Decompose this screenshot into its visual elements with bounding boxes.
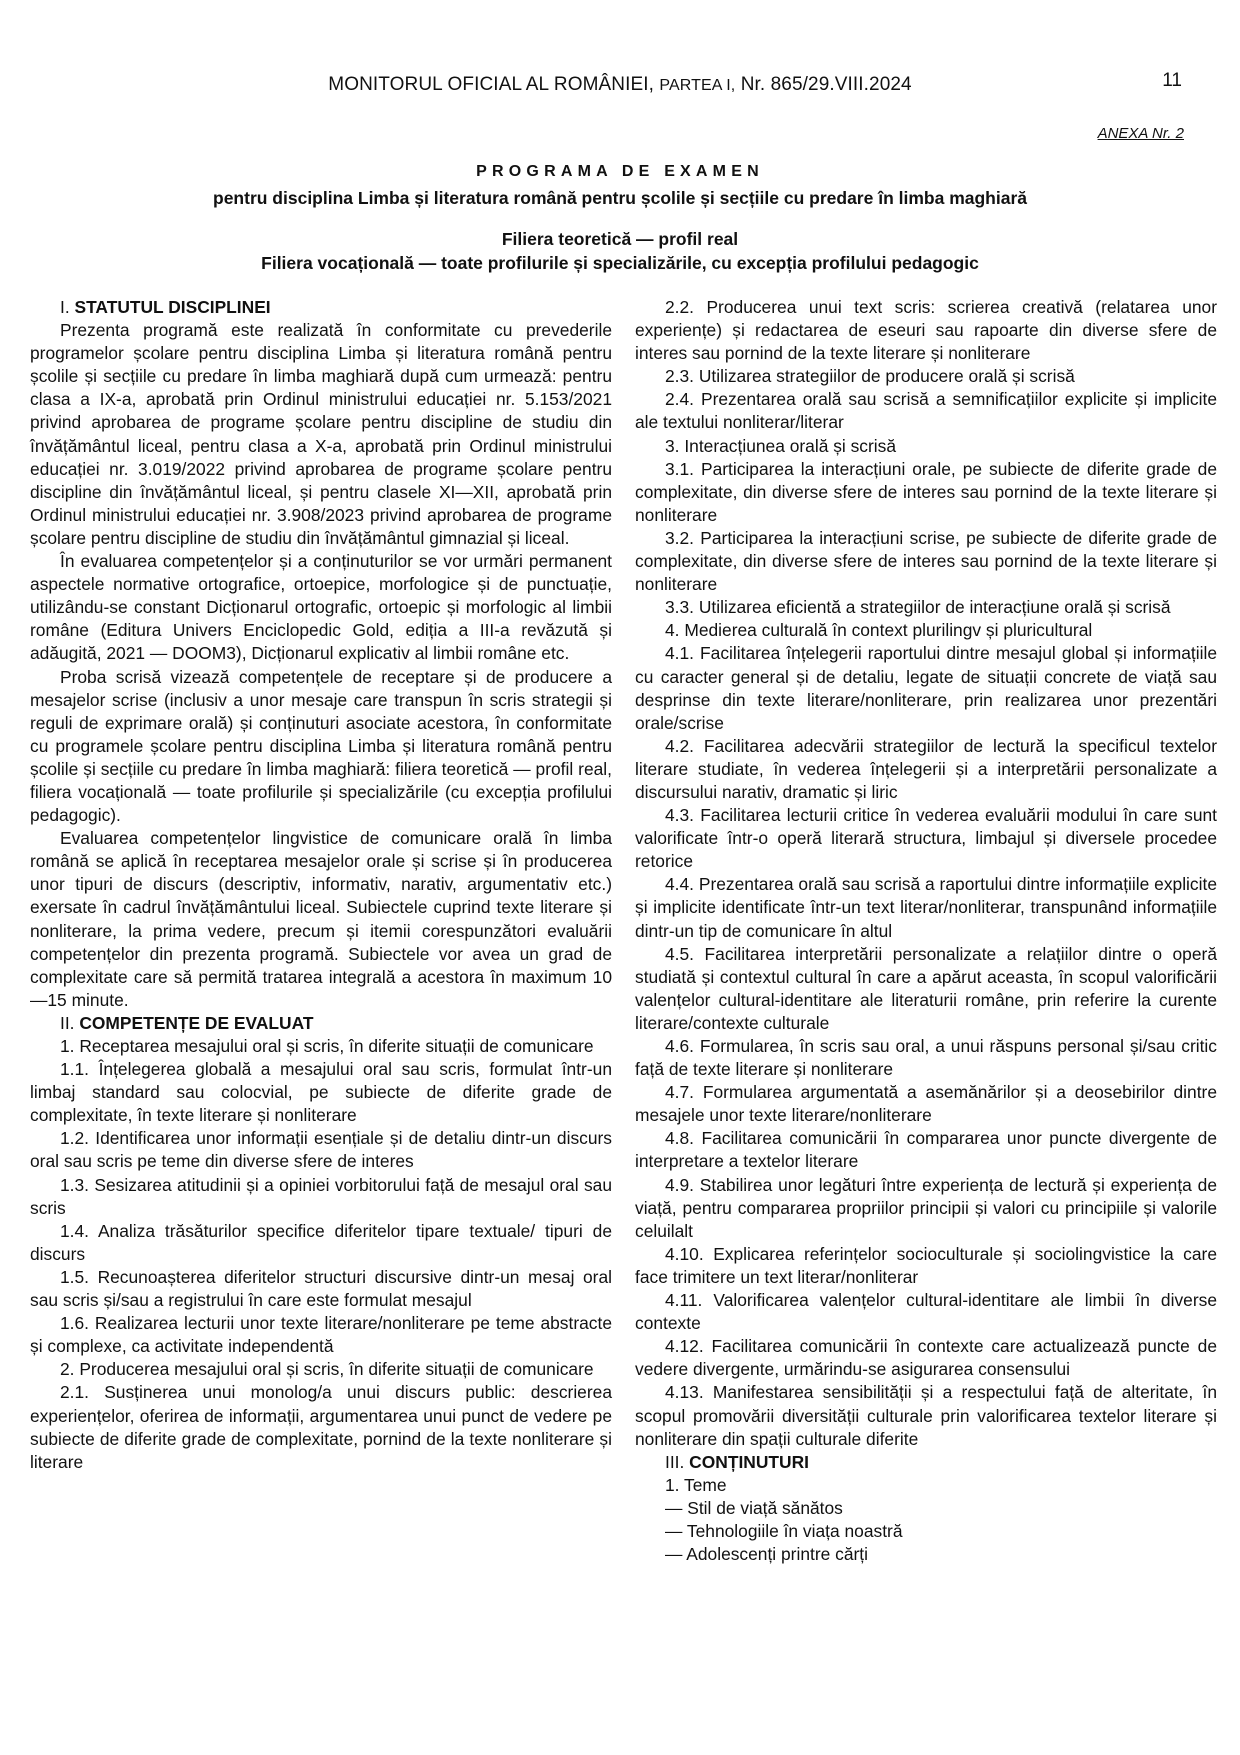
- program-heading: PROGRAMA DE EXAMEN: [476, 163, 764, 180]
- paragraph: 4.4. Prezentarea orală sau scrisă a raportului dintre informațiile explicite și implicite identificate într-un text literar/nonliterar, transpunând informațiile dintr-un tip de comunicare în altul: [635, 874, 1217, 941]
- paragraph: 3.3. Utilizarea eficientă a strategiilor de interacțiune orală și scrisă: [665, 597, 1171, 618]
- paragraph: 2. Producerea mesajului oral și scris, în diferite situații de comunicare: [60, 1359, 594, 1380]
- paragraph: 4.5. Facilitarea interpretării personalizate a relațiilor dintre o operă studiată și contextul cultural în care a apărut aceasta, în scopul valorificării valențelor cultural-identitare ale literaturii române, prin referire la curente literare/contexte culturale: [635, 943, 1217, 1033]
- paragraph: 4.3. Facilitarea lecturii critice în vederea evaluării modului în care sunt valorificate într-o operă literară structura, limbajul și diversele procedee retorice: [635, 805, 1217, 872]
- publication-issue: Nr. 865/29.VIII.2024: [740, 74, 912, 95]
- paragraph: 3.2. Participarea la interacțiuni scrise, pe subiecte de diferite grade de complexitate, din diverse sfere de interes sau pornind de la texte literare și nonliterare: [635, 527, 1217, 595]
- paragraph: 1.5. Recunoașterea diferitelor structuri discursive dintr-un mesaj oral sau scris și/sau a registrului în care este formulat mesajul: [30, 1266, 612, 1311]
- paragraph: 1.2. Identificarea unor informații esențiale și de detaliu dintr-un discurs oral sau scris pe teme din diverse sfere de interes: [30, 1128, 612, 1172]
- section-number: II.: [60, 1012, 80, 1033]
- section-heading: [30, 296, 612, 319]
- paragraph: 2.4. Prezentarea orală sau scrisă a semnificațiilor explicite și implicite ale textului nonliterar/literar: [635, 389, 1217, 433]
- publication-title: [0, 74, 1240, 96]
- paragraph: — Stil de viață sănătos: [665, 1497, 843, 1518]
- paragraph: Prezenta programă este realizată în conformitate cu prevederile programelor școlare pentru disciplina Limba și literatura română pentru școlile și secțiile cu predare în limba maghiară după cum urmează: pentru clasa a IX-a, aprobată prin Ordinul ministrului educației nr. 5.153/2021 privind aprobarea de programe școlare pentru discipline de studiu din învățământul liceal, pentru clasa a X-a, aprobată prin Ordinul ministrului educației nr. 3.019/2022 privind aprobarea de programe școlare pentru discipline din învățământul liceal, și pentru clasele XI—XII, aprobată prin Ordinul ministrului educației nr. 3.908/2023 privind aprobarea de programe școlare pentru discipline de studiu din învățământul gimnazial și liceal.: [30, 320, 612, 548]
- paragraph: 4.10. Explicarea referințelor socioculturale și sociolingvistice la care face trimitere un text literar/nonliterar: [635, 1243, 1217, 1287]
- paragraph: 4.1. Facilitarea înțelegerii raportului dintre mesajul global și informațiile cu caracter general și de detaliu, legate de situații concrete de viață sau desprinse din texte literare/nonliterare, prin realizarea unor prezentări orale/scrise: [635, 643, 1217, 733]
- paragraph: 4.7. Formularea argumentată a asemănărilor și a deosebirilor dintre mesajele unor texte literare/nonliterare: [635, 1082, 1217, 1126]
- paragraph: 4.8. Facilitarea comunicării în compararea unor puncte divergente de interpretare a textelor literare: [635, 1128, 1217, 1172]
- paragraph: 4.11. Valorificarea valențelor cultural-identitare ale limbii în diverse contexte: [635, 1290, 1217, 1334]
- page-number: 11: [1162, 70, 1182, 91]
- left-column: [30, 296, 612, 1474]
- paragraph: 4.6. Formularea, în scris sau oral, a unui răspuns personal și/sau critic față de texte literare și nonliterare: [635, 1036, 1217, 1080]
- paragraph: 1. Receptarea mesajului oral și scris, în diferite situații de comunicare: [60, 1036, 594, 1056]
- paragraph: 4.2. Facilitarea adecvării strategiilor de lectură la specificul textelor literare studiate, în vederea înțelegerii și a interpretării personalizate a discursului narativ, dramatic și liric: [635, 735, 1217, 802]
- paragraph: 4.12. Facilitarea comunicării în contexte care actualizează puncte de vedere divergente, urmărindu-se asigurarea consensului: [635, 1336, 1217, 1380]
- paragraph: 2.2. Producerea unui text scris: scrierea creativă (relatarea unor experiențe) și redactarea de eseuri sau rapoarte din diverse sfere de interes sau pornind de la texte literare și nonliterare: [635, 297, 1217, 364]
- filiera-vocationala-heading: Filiera vocațională — toate profilurile și specializările, cu excepția profilului pedagogic: [261, 253, 979, 273]
- paragraph: 1. Teme: [665, 1474, 727, 1495]
- filiera-teoretica-heading: Filiera teoretică — profil real: [501, 229, 739, 249]
- section-heading: [30, 1012, 612, 1035]
- right-column: [635, 296, 1217, 1566]
- paragraph: 1.6. Realizarea lecturii unor texte literare/nonliterare pe teme abstracte și complexe, ca activitate independentă: [30, 1313, 612, 1357]
- paragraph: 1.3. Sesizarea atitudinii și a opiniei vorbitorului față de mesajul oral sau scris: [30, 1174, 612, 1218]
- section-number: III.: [665, 1451, 690, 1472]
- paragraph: 4.13. Manifestarea sensibilității și a respectului față de alteritate, în scopul promovării diversității culturale prin valorificarea textelor literare și nonliterare din spații culturale diferite: [635, 1382, 1217, 1449]
- page-header: [0, 70, 1240, 104]
- paragraph: 4. Medierea culturală în context plurilingv și pluricultural: [665, 620, 1093, 641]
- paragraph: 3.1. Participarea la interacțiuni orale, pe subiecte de diferite grade de complexitate, din diverse sfere de interes sau pornind de la texte literare și nonliterare: [635, 458, 1217, 525]
- section-number: I.: [60, 297, 75, 317]
- section-title: CONȚINUTURI: [689, 1451, 809, 1472]
- section-heading: [635, 1451, 1217, 1474]
- discipline-heading: pentru disciplina Limba și literatura română pentru școlile și secțiile cu predare în limba maghiară: [213, 188, 1027, 208]
- annex-label: ANEXA Nr. 2: [1097, 125, 1184, 142]
- paragraph: În evaluarea competențelor și a conținuturilor se vor urmări permanent aspectele normative ortografice, ortoepice, morfologice și de punctuație, utilizându-se constant Dicționarul ortografic, ortoepic și morfologic al limbii române (Editura Univers Enciclopedic Gold, ediția a III-a revăzută și adăugită, 2021 — DOOM3), Dicționarul explicativ al limbii române etc.: [30, 551, 612, 664]
- paragraph: 4.9. Stabilirea unor legături între experiența de lectură și experiența de viață, pentru compararea propriilor principii și valori cu principiile și valorile celuilalt: [635, 1174, 1217, 1241]
- paragraph: — Tehnologiile în viața noastră: [665, 1520, 903, 1541]
- paragraph: 2.1. Susținerea unui monolog/a unui discurs public: descrierea experiențelor, oferirea de informații, argumentarea unui punct de vedere pe subiecte de diferite grade de complexitate, pornind de la texte nonliterare și literare: [30, 1382, 612, 1472]
- paragraph: 3. Interacțiunea orală și scrisă: [665, 435, 897, 456]
- paragraph: — Adolescenți printre cărți: [665, 1544, 868, 1565]
- paragraph: Proba scrisă vizează competențele de receptare și de producere a mesajelor scrise (inclusiv a unor mesaje care transpun în scris strategii și reguli de exprimare orală) și conținuturi asociate acestora, în conformitate cu programele școlare pentru disciplina Limba și literatura română pentru școlile și secțiile cu predare în limba maghiară: filiera teoretică — profil real, filiera vocațională — toate profilurile și specializările (cu excepția profilului pedagogic).: [30, 666, 612, 826]
- publication-part: PARTEA I,: [659, 77, 736, 94]
- publication-name: MONITORUL OFICIAL AL ROMÂNIEI,: [328, 74, 654, 95]
- paragraph: 1.4. Analiza trăsăturilor specifice diferitelor tipare textuale/ tipuri de discurs: [30, 1220, 612, 1264]
- paragraph: 1.1. Înțelegerea globală a mesajului oral sau scris, formulat într-un limbaj standard sau colocvial, pe subiecte de diferite grade de complexitate, în texte literare și nonliterare: [30, 1059, 612, 1126]
- paragraph: 2.3. Utilizarea strategiilor de producere orală și scrisă: [665, 366, 1075, 387]
- paragraph: Evaluarea competențelor lingvistice de comunicare orală în limba română se aplică în receptarea mesajelor orale și scrise și în producerea unor tipuri de discurs (descriptiv, informativ, narativ, argumentativ etc.) exersate în cadrul învățământului liceal. Subiectele cuprind texte literare și nonliterare, la prima vedere, precum și itemii corespunzători evaluării competențelor din prezenta programă. Subiectele vor avea un grad de complexitate care să permită tratarea integrală a acestora în maximum 10—15 minute.: [30, 828, 612, 1010]
- section-title: STATUTUL DISCIPLINEI: [74, 297, 271, 317]
- section-title: COMPETENȚE DE EVALUAT: [79, 1012, 314, 1033]
